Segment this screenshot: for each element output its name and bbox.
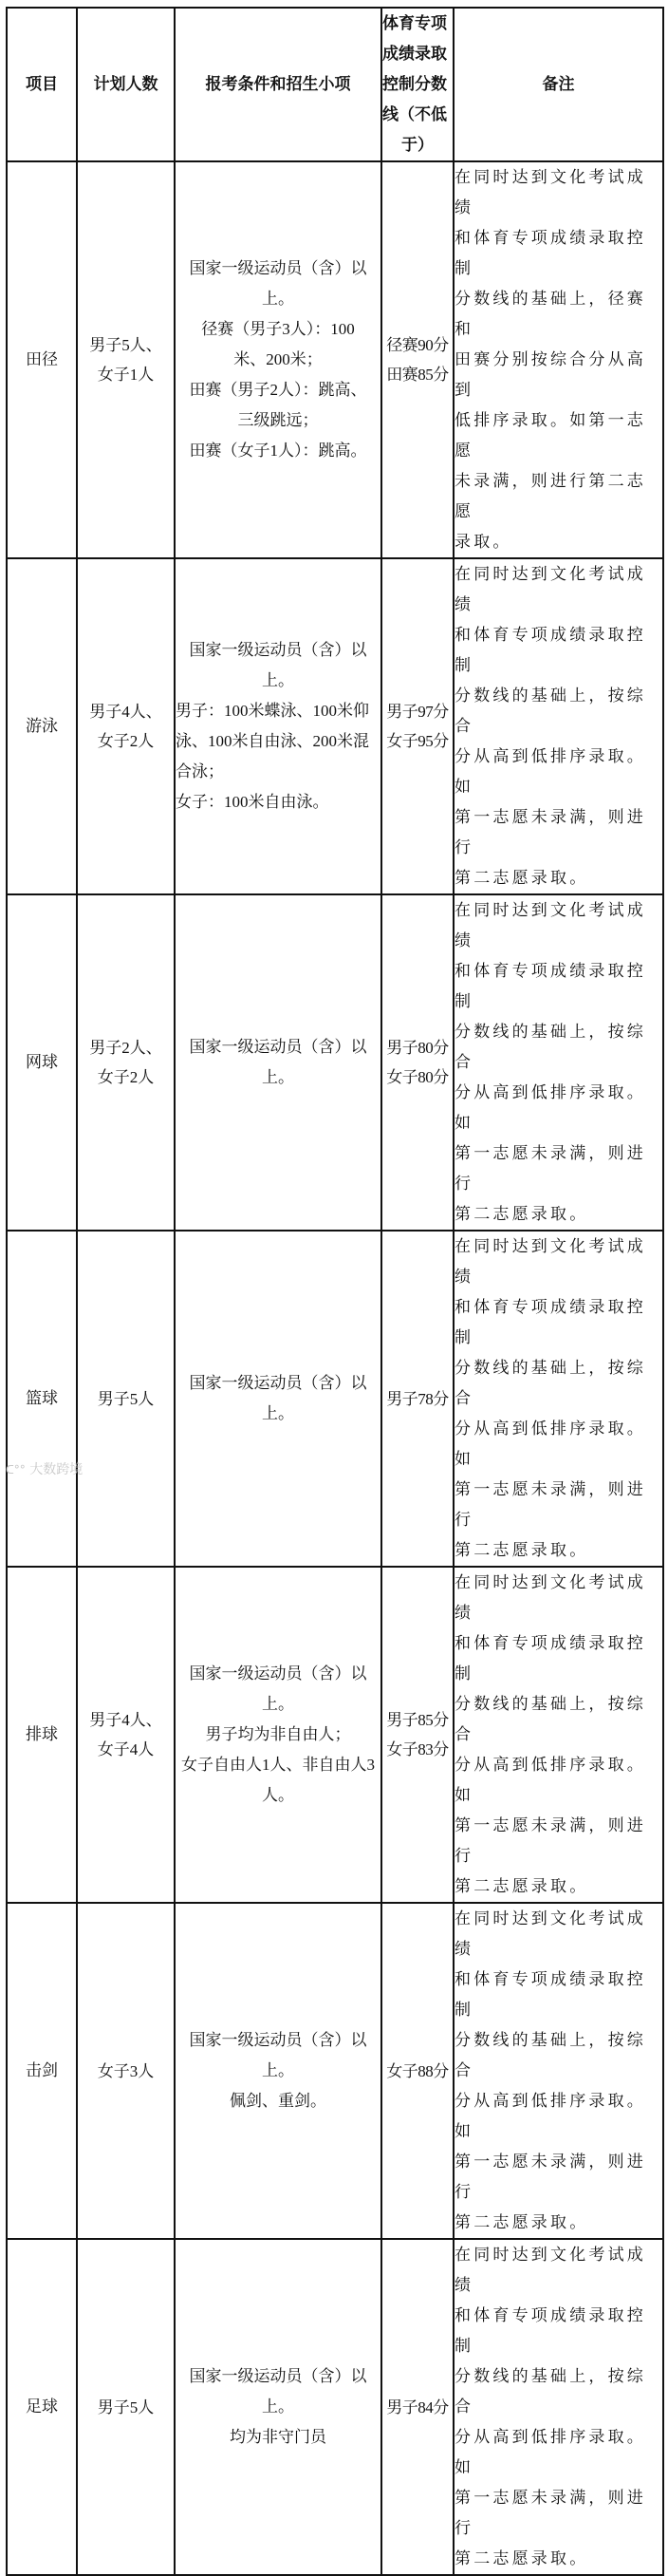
condition-text: 米、200米； [233, 350, 323, 368]
note-text: 在同时达到文化考试成绩 [455, 901, 646, 950]
cell-plan [77, 1567, 175, 1903]
score-text: 男子97分 [386, 703, 449, 721]
plan-text: 男子5人、 [89, 336, 162, 354]
header-score-text: 体育专项 [382, 14, 447, 32]
cell-note [454, 2239, 663, 2575]
condition-text: 国家一级运动员（含）以 [189, 2031, 367, 2049]
plan-text: 男子4人、 [89, 1711, 162, 1729]
condition-text: 径赛（男子3人）：100 [201, 320, 355, 338]
note-text: 和体育专项成绩录取控制 [455, 626, 646, 674]
note-text: 第二志愿录取。 [455, 1205, 589, 1223]
cell-score-line [381, 161, 454, 558]
admission-table [6, 7, 664, 2576]
condition-text: 上。 [262, 1068, 294, 1086]
cell-plan [77, 1231, 175, 1567]
note-text: 低排序录取。如第一志愿 [455, 411, 646, 460]
note-text: 在同时达到文化考试成绩 [455, 1909, 646, 1958]
cell-conditions [175, 558, 381, 894]
header-score-text: 于） [401, 136, 434, 154]
header-note: 备注 [454, 8, 663, 161]
cell-plan [77, 1903, 175, 2239]
condition-text: 合泳； [176, 762, 224, 780]
cell-plan [77, 558, 175, 894]
score-text: 男子80分 [386, 1039, 449, 1057]
table-row [7, 1567, 663, 1903]
watermark [6, 1459, 83, 1478]
condition-text: 上。 [262, 290, 294, 308]
note-text: 录取。 [455, 533, 512, 551]
note-text: 分从高到低排序录取。如 [455, 747, 646, 796]
cell-conditions [175, 1231, 381, 1567]
table-row [7, 894, 663, 1231]
note-text: 分数线的基础上，按综合 [455, 2367, 646, 2416]
note-text: 在同时达到文化考试成绩 [455, 565, 646, 613]
cell-conditions [175, 161, 381, 558]
plan-text: 女子3人 [97, 2061, 155, 2080]
condition-text: 国家一级运动员（含）以 [189, 1374, 367, 1392]
cell-item: 足球 [7, 2239, 77, 2575]
note-text: 第二志愿录取。 [455, 1877, 589, 1895]
note-text: 第一志愿未录满，则进行 [455, 1144, 646, 1193]
cell-plan [77, 2239, 175, 2575]
note-text: 分从高到低排序录取。如 [455, 2092, 646, 2140]
note-text: 第二志愿录取。 [455, 2213, 589, 2231]
note-text: 第二志愿录取。 [455, 2549, 589, 2567]
plan-text: 男子5人 [97, 1389, 155, 1408]
plan-text: 男子2人、 [89, 1039, 162, 1057]
condition-text: 国家一级运动员（含）以 [189, 259, 367, 277]
note-text: 第一志愿未录满，则进行 [455, 2153, 646, 2201]
header-conditions: 报考条件和招生小项 [175, 8, 381, 161]
score-text: 径赛90分 [386, 336, 449, 354]
cell-item: 网球 [7, 894, 77, 1231]
note-text: 在同时达到文化考试成绩 [455, 2246, 646, 2294]
condition-text: 上。 [262, 2061, 294, 2079]
cell-conditions [175, 1567, 381, 1903]
note-text: 在同时达到文化考试成绩 [455, 1573, 646, 1622]
cell-score-line [381, 2239, 454, 2575]
note-text: 和体育专项成绩录取控制 [455, 229, 646, 277]
cell-item: 排球 [7, 1567, 77, 1903]
note-text: 和体育专项成绩录取控制 [455, 1298, 646, 1346]
note-text: 第一志愿未录满，则进行 [455, 2489, 646, 2537]
note-text: 分从高到低排序录取。如 [455, 1420, 646, 1468]
condition-text: 女子自由人1人、非自由人3 [181, 1756, 375, 1774]
cell-conditions [175, 2239, 381, 2575]
condition-text: 泳、100米自由泳、200米混 [176, 732, 369, 750]
cell-note [454, 1567, 663, 1903]
plan-text: 男子5人 [97, 2397, 155, 2416]
note-text: 第二志愿录取。 [455, 869, 589, 887]
score-text: 男子84分 [386, 2397, 449, 2416]
condition-text: 男子均为非自由人； [205, 1725, 351, 1743]
header-score-text: 成绩录取 [382, 45, 447, 63]
note-text: 在同时达到文化考试成绩 [455, 168, 646, 216]
condition-text: 国家一级运动员（含）以 [189, 1038, 367, 1056]
table-row [7, 161, 663, 558]
condition-text: 佩剑、重剑。 [230, 2092, 326, 2110]
cell-note [454, 558, 663, 894]
condition-text: 人。 [262, 1786, 294, 1804]
table-row [7, 2239, 663, 2575]
note-text: 分数线的基础上，按综合 [455, 1359, 646, 1407]
score-text: 田赛85分 [386, 366, 449, 384]
note-text: 和体育专项成绩录取控制 [455, 1970, 646, 2019]
score-text: 女子88分 [386, 2061, 449, 2080]
note-text: 分数线的基础上，按综合 [455, 1695, 646, 1743]
table-row [7, 1231, 663, 1567]
condition-text: 田赛（女子1人）：跳高。 [189, 442, 367, 460]
cell-note [454, 1903, 663, 2239]
cell-score-line [381, 1567, 454, 1903]
note-text: 分从高到低排序录取。如 [455, 1756, 646, 1804]
plan-text: 女子1人 [97, 366, 155, 384]
cell-plan [77, 894, 175, 1231]
plan-text: 女子2人 [97, 732, 155, 750]
condition-text: 国家一级运动员（含）以 [189, 641, 367, 659]
plan-text: 女子2人 [97, 1068, 155, 1086]
note-text: 第一志愿未录满，则进行 [455, 1480, 646, 1529]
condition-text: 三级跳远； [237, 411, 319, 429]
cell-conditions [175, 894, 381, 1231]
note-text: 分数线的基础上，按综合 [455, 686, 646, 735]
cell-item: 游泳 [7, 558, 77, 894]
cell-note [454, 161, 663, 558]
header-row [7, 8, 663, 161]
cell-score-line [381, 894, 454, 1231]
cell-item: 击剑 [7, 1903, 77, 2239]
cell-conditions [175, 1903, 381, 2239]
table-row [7, 1903, 663, 2239]
condition-text: 女子：100米自由泳。 [176, 793, 329, 811]
header-score-text: 线（不低 [382, 105, 447, 123]
header-item: 项目 [7, 8, 77, 161]
note-text: 分从高到低排序录取。如 [455, 2428, 646, 2476]
note-text: 和体育专项成绩录取控制 [455, 1634, 646, 1683]
score-text: 女子80分 [386, 1068, 449, 1086]
note-text: 分数线的基础上，按综合 [455, 1023, 646, 1071]
score-text: 女子83分 [386, 1740, 449, 1758]
note-text: 分从高到低排序录取。如 [455, 1083, 646, 1132]
header-score-line [381, 8, 454, 161]
cell-item: 篮球 [7, 1231, 77, 1567]
cell-score-line [381, 1903, 454, 2239]
cell-plan [77, 161, 175, 558]
cell-score-line [381, 1231, 454, 1567]
condition-text: 上。 [262, 1404, 294, 1422]
watermark-text: 大数跨境 [29, 1462, 84, 1477]
score-text: 女子95分 [386, 732, 449, 750]
condition-text: 男子：100米蝶泳、100米仰 [176, 702, 369, 720]
note-text: 第一志愿未录满，则进行 [455, 808, 646, 856]
note-text: 在同时达到文化考试成绩 [455, 1237, 646, 1286]
condition-text: 上。 [262, 1695, 294, 1713]
cell-item: 田径 [7, 161, 77, 558]
note-text: 田赛分别按综合分从高到 [455, 350, 646, 399]
plan-text: 男子4人、 [89, 703, 162, 721]
watermark-logo-icon: ᑕ°° [6, 1463, 26, 1476]
cell-score-line [381, 558, 454, 894]
note-text: 分数线的基础上，按综合 [455, 2031, 646, 2079]
note-text: 未录满，则进行第二志愿 [455, 472, 646, 520]
plan-text: 女子4人 [97, 1740, 155, 1758]
cell-note [454, 1231, 663, 1567]
condition-text: 国家一级运动员（含）以 [189, 1664, 367, 1683]
cell-note [454, 894, 663, 1231]
score-text: 男子78分 [386, 1389, 449, 1408]
note-text: 第一志愿未录满，则进行 [455, 1816, 646, 1865]
header-score-text: 控制分数 [382, 75, 447, 93]
table-row [7, 558, 663, 894]
table-body [7, 161, 663, 2575]
header-plan: 计划人数 [77, 8, 175, 161]
condition-text: 上。 [262, 671, 294, 689]
condition-text: 国家一级运动员（含）以 [189, 2367, 367, 2385]
condition-text: 田赛（男子2人）：跳高、 [189, 381, 367, 399]
condition-text: 均为非守门员 [230, 2428, 326, 2446]
score-text: 男子85分 [386, 1711, 449, 1729]
note-text: 第二志愿录取。 [455, 1541, 589, 1559]
note-text: 分数线的基础上，径赛和 [455, 290, 646, 338]
note-text: 和体育专项成绩录取控制 [455, 2306, 646, 2355]
note-text: 和体育专项成绩录取控制 [455, 962, 646, 1010]
condition-text: 上。 [262, 2397, 294, 2416]
